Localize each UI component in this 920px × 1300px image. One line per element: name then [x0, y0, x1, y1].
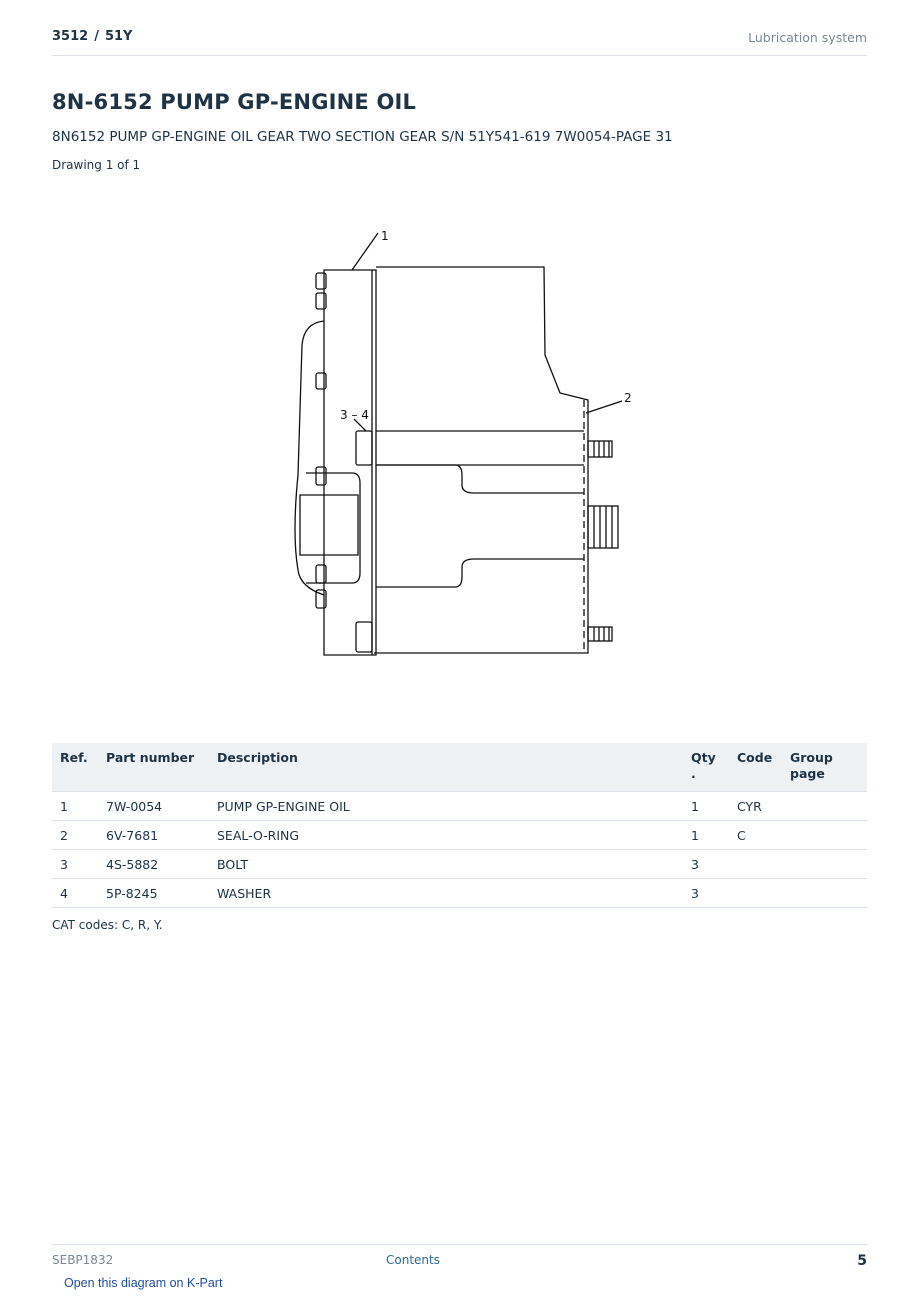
page-subtitle: 8N6152 PUMP GP-ENGINE OIL GEAR TWO SECTION GEAR S/N 51Y541-619 7W0054-PAGE 31 [52, 129, 673, 145]
row-qty: 3 [683, 850, 729, 879]
row-qty: 1 [683, 792, 729, 821]
callout-3-4: 3 – 4 [340, 408, 369, 422]
row-group-page [782, 821, 867, 850]
row-qty: 3 [683, 879, 729, 908]
table-row [52, 792, 867, 821]
header-qty: Qty . [683, 743, 729, 792]
row-ref: 2 [52, 821, 98, 850]
row-ref: 3 [52, 850, 98, 879]
parts-diagram [180, 195, 740, 705]
cat-codes-note: CAT codes: C, R, Y. [52, 918, 163, 932]
header-code: Code [729, 743, 782, 792]
page-header [52, 28, 867, 56]
contents-link[interactable]: Contents [386, 1253, 440, 1267]
serial-prefix: 51Y [104, 29, 133, 44]
row-qty: 1 [683, 821, 729, 850]
callout-1: 1 [381, 229, 389, 243]
row-description: PUMP GP-ENGINE OIL [209, 792, 683, 821]
pump-drawing [180, 195, 740, 705]
page-title: 8N-6152 PUMP GP-ENGINE OIL [52, 90, 417, 114]
row-ref: 4 [52, 879, 98, 908]
header-separator: / [94, 29, 99, 44]
row-part-number: 7W-0054 [98, 792, 209, 821]
parts-table [52, 743, 867, 908]
callout-2: 2 [624, 391, 632, 405]
document-id: SEBP1832 [52, 1253, 114, 1267]
model-number: 3512 [52, 29, 89, 44]
page-number: 5 [857, 1253, 867, 1269]
row-code [729, 879, 782, 908]
header-part-number: Part number [98, 743, 209, 792]
header-model [52, 29, 132, 44]
header-ref: Ref. [52, 743, 98, 792]
parts-table-header [52, 743, 867, 792]
row-ref: 1 [52, 792, 98, 821]
header-group-page: Group page [782, 743, 867, 792]
row-code: CYR [729, 792, 782, 821]
section-name: Lubrication system [748, 30, 867, 45]
page-footer [52, 1244, 867, 1274]
row-code: C [729, 821, 782, 850]
row-group-page [782, 879, 867, 908]
row-code [729, 850, 782, 879]
row-part-number: 5P-8245 [98, 879, 209, 908]
row-group-page [782, 850, 867, 879]
drawing-note: Drawing 1 of 1 [52, 158, 141, 172]
table-row [52, 879, 867, 908]
row-group-page [782, 792, 867, 821]
header-description: Description [209, 743, 683, 792]
table-row [52, 821, 867, 850]
row-part-number: 6V-7681 [98, 821, 209, 850]
pump-outline [295, 233, 622, 655]
row-part-number: 4S-5882 [98, 850, 209, 879]
row-description: SEAL-O-RING [209, 821, 683, 850]
row-description: BOLT [209, 850, 683, 879]
table-row [52, 850, 867, 879]
row-description: WASHER [209, 879, 683, 908]
kpart-diagram-link[interactable]: Open this diagram on K-Part [64, 1276, 223, 1290]
